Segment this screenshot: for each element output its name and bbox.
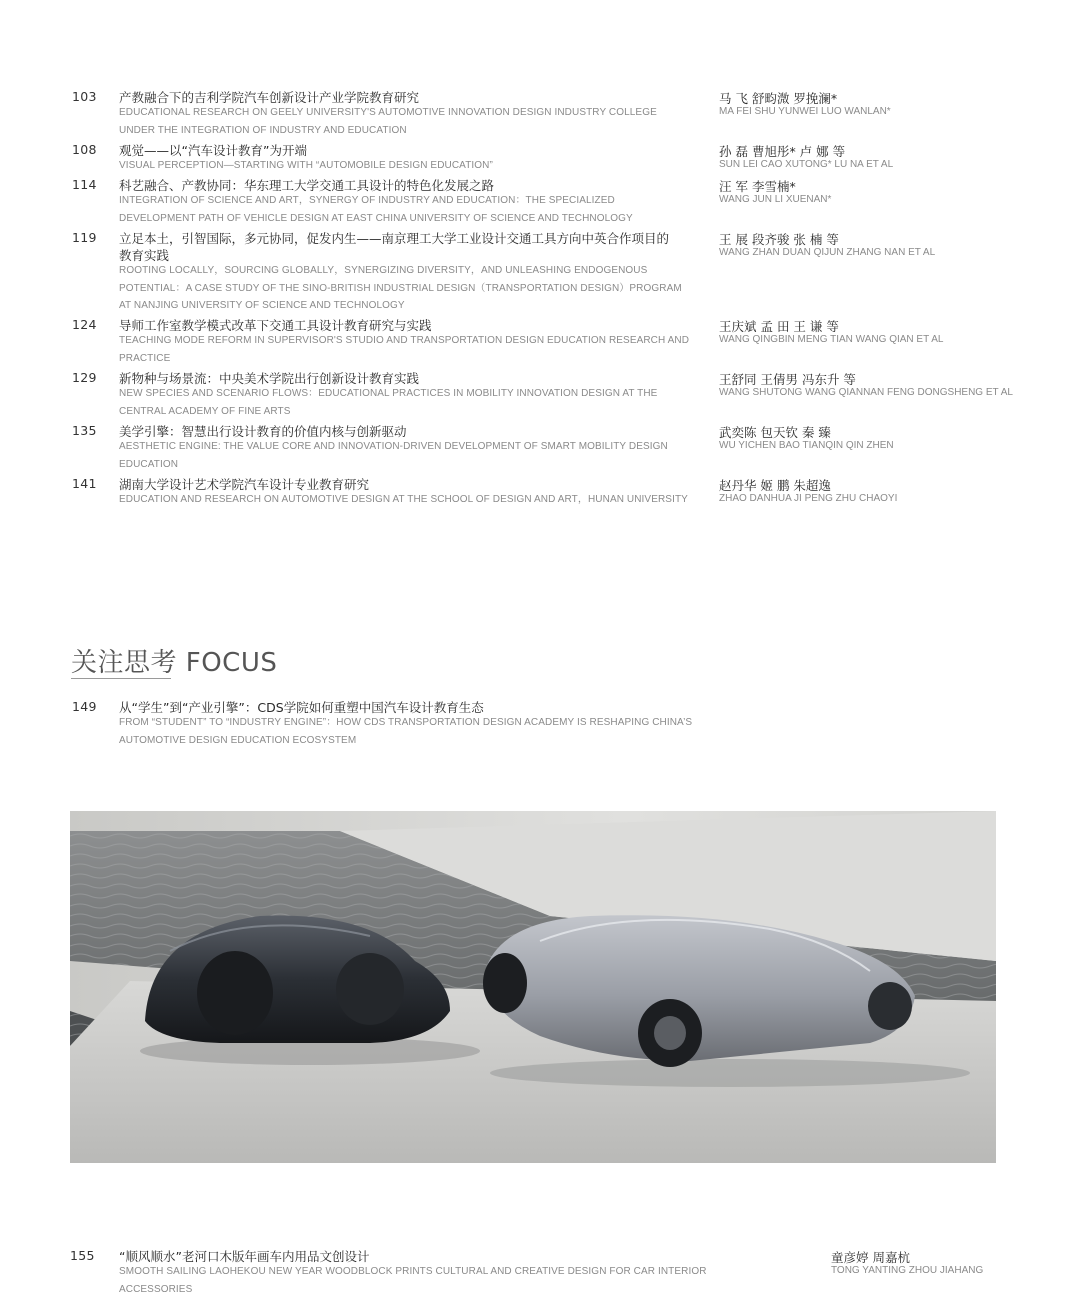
article-title-cn: 产教融合下的吉利学院汽车创新设计产业学院教育研究 [119, 90, 420, 105]
authors-en: ZHAO DANHUA JI PENG ZHU CHAOYI [719, 493, 898, 504]
article-title-en: AESTHETIC ENGINE: THE VALUE CORE AND INNOVATION-DRIVEN DEVELOPMENT OF SMART MOBILITY DESIGN EDUCATION [119, 441, 668, 470]
authors-en: WANG ZHAN DUAN QIJUN ZHANG NAN ET AL [719, 247, 936, 258]
authors-cn: 马 飞 舒畇溦 罗挽澜* [719, 91, 838, 106]
article-title-en: SMOOTH SAILING LAOHEKOU NEW YEAR WOODBLOCK PRINTS CULTURAL AND CREATIVE DESIGN FOR CAR INTERIOR ACCESSORIES [119, 1266, 707, 1295]
authors-cn: 王舒同 王倩男 冯东升 等 [719, 372, 856, 387]
article-title-en: EDUCATION AND RESEARCH ON AUTOMOTIVE DESIGN AT THE SCHOOL OF DESIGN AND ART，HUNAN UNIVERSITY [119, 494, 688, 505]
page-number: 141 [72, 476, 97, 491]
article-title-cn: 科艺融合、产教协同：华东理工大学交通工具设计的特色化发展之路 [119, 178, 495, 193]
authors-en: WANG SHUTONG WANG QIANNAN FENG DONGSHENG ET AL [719, 387, 1013, 398]
authors-cn: 孙 磊 曹旭彤* 卢 娜 等 [719, 144, 846, 159]
page-number: 103 [72, 89, 97, 104]
article-title-cn: 立足本土，引智国际，多元协同，促发内生——南京理工大学工业设计交通工具方向中英合作项目的教育实践 [119, 231, 670, 263]
authors-en: TONG YANTING ZHOU JIAHANG [831, 1265, 984, 1276]
article-title-cn: “顺风顺水”老河口木版年画车内用品文创设计 [119, 1249, 370, 1264]
authors-en: SUN LEI CAO XUTONG* LU NA ET AL [719, 159, 894, 170]
authors-cn: 武奕陈 包天钦 秦 臻 [719, 425, 831, 440]
page-number: 108 [72, 142, 97, 157]
section-heading: 关注思考 FOCUS [71, 648, 278, 678]
page-number: 119 [72, 230, 97, 245]
article-title-cn: 从“学生”到“产业引擎”：CDS学院如何重塑中国汽车设计教育生态 [119, 700, 484, 715]
authors-en: MA FEI SHU YUNWEI LUO WANLAN* [719, 106, 891, 117]
article-title-en: ROOTING LOCALLY，SOURCING GLOBALLY，SYNERGIZING DIVERSITY，AND UNLEASHING ENDOGENOUS POTENTIAL：A CASE STUDY OF THE SINO-BRITISH INDUSTRIAL DESIGN（TRANSPORTATION DESIGN）PROGRAM AT NANJING UNIVERSITY OF SCIENCE AND TECHNOLOGY [119, 265, 682, 311]
page-number: 149 [72, 699, 97, 714]
article-title-cn: 新物种与场景流：中央美术学院出行创新设计教育实践 [119, 371, 420, 386]
authors-cn: 王庆斌 孟 田 王 谦 等 [719, 319, 839, 334]
article-title-cn: 湖南大学设计艺术学院汽车设计专业教育研究 [119, 477, 370, 492]
authors-cn: 王 展 段齐骏 张 楠 等 [719, 232, 839, 247]
authors-en: WU YICHEN BAO TIANQIN QIN ZHEN [719, 440, 894, 451]
article-title-en: INTEGRATION OF SCIENCE AND ART，SYNERGY OF INDUSTRY AND EDUCATION：THE SPECIALIZED DEVELOPMENT PATH OF VEHICLE DESIGN AT EAST CHINA UNIVERSITY OF SCIENCE AND TECHNOLOGY [119, 195, 633, 224]
article-title-cn: 观觉——以“汽车设计教育”为开端 [119, 143, 307, 158]
article-title-en: NEW SPECIES AND SCENARIO FLOWS：EDUCATIONAL PRACTICES IN MOBILITY INNOVATION DESIGN AT THE CENTRAL ACADEMY OF FINE ARTS [119, 388, 658, 417]
authors-cn: 赵丹华 姬 鹏 朱超逸 [719, 478, 831, 493]
article-title-cn: 美学引擎：智慧出行设计教育的价值内核与创新驱动 [119, 424, 407, 439]
article-title-en: TEACHING MODE REFORM IN SUPERVISOR'S STUDIO AND TRANSPORTATION DESIGN EDUCATION RESEARCH AND PRACTICE [119, 335, 690, 364]
authors-cn: 童彦婷 周嘉杭 [831, 1250, 910, 1265]
page-number: 129 [72, 370, 97, 385]
authors-en: WANG QINGBIN MENG TIAN WANG QIAN ET AL [719, 334, 944, 345]
authors-cn: 汪 军 李雪楠* [719, 179, 796, 194]
article-title-en: FROM “STUDENT” TO “INDUSTRY ENGINE”：HOW CDS TRANSPORTATION DESIGN ACADEMY IS RESHAPING CHINA’S AUTOMOTIVE DESIGN EDUCATION ECOSYSTEM [119, 717, 693, 746]
article-title-en: EDUCATIONAL RESEARCH ON GEELY UNIVERSITY'S AUTOMOTIVE INNOVATION DESIGN INDUSTRY COLLEGE UNDER THE INTEGRATION OF INDUSTRY AND EDUCATION [119, 107, 657, 136]
section-divider [71, 678, 171, 679]
page-number: 114 [72, 177, 97, 192]
page-number: 155 [70, 1248, 95, 1263]
article-title-cn: 导师工作室教学模式改革下交通工具设计教育研究与实践 [119, 318, 432, 333]
article-title-en: VISUAL PERCEPTION—STARTING WITH “AUTOMOBILE DESIGN EDUCATION” [119, 160, 493, 171]
authors-en: WANG JUN LI XUENAN* [719, 194, 832, 205]
concept-car-photo [70, 811, 996, 1163]
page-number: 124 [72, 317, 97, 332]
page-number: 135 [72, 423, 97, 438]
